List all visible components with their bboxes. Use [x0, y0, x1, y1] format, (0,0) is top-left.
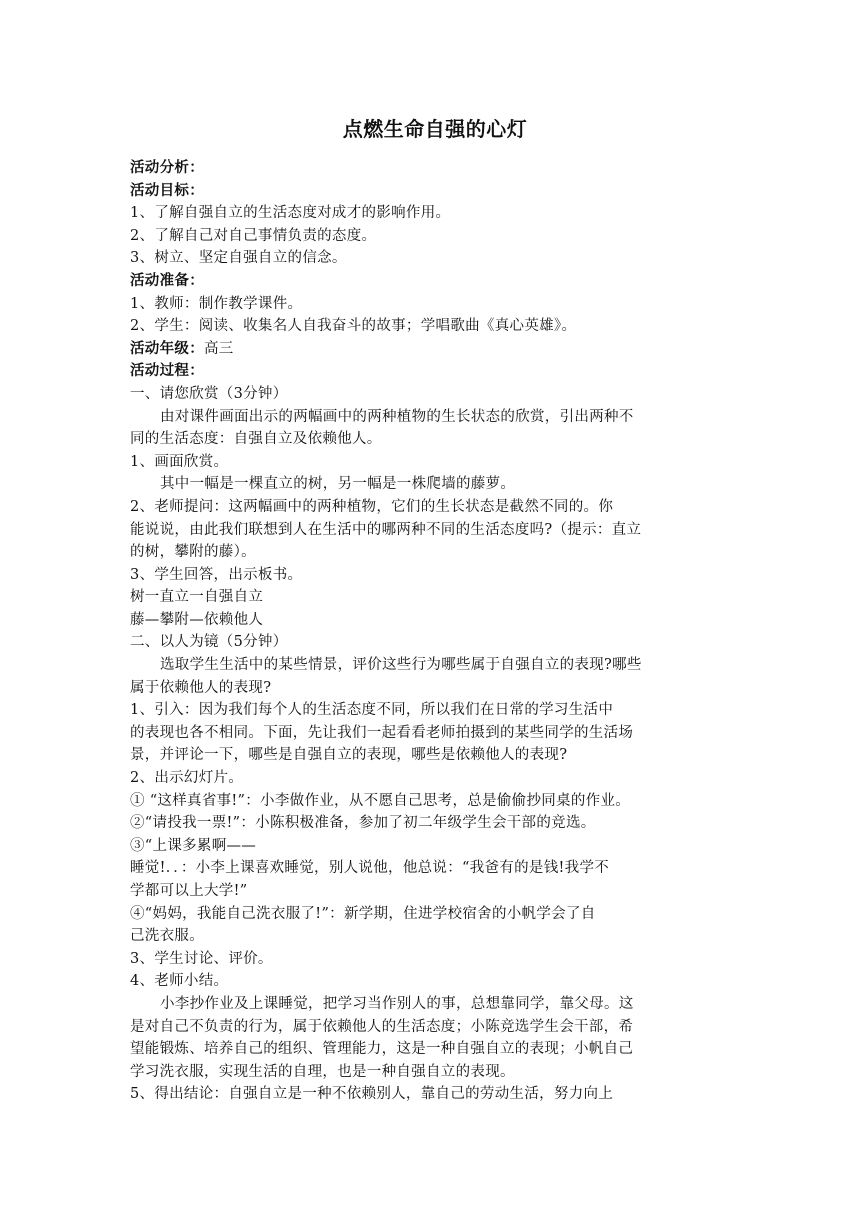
process-body [130, 383, 740, 1106]
paragraph-line: 2、出示幻灯片。 [130, 770, 244, 787]
prep-heading: 活动准备： [130, 272, 204, 289]
paragraph-line: 其中一幅是一棵直立的树，另一幅是一株爬墙的藤萝。 [160, 476, 516, 493]
goals-heading: 活动目标： [130, 182, 204, 199]
paragraph-line: ③“上课多累啊—— [130, 837, 257, 854]
paragraph-line: 望能锻炼、培养自己的组织、管理能力，这是一种自强自立的表现；小帆自己 [130, 1041, 634, 1058]
paragraph-line: 2、老师提问：这两幅画中的两种植物，它们的生长状态是截然不同的。你 [130, 498, 614, 515]
grade-label: 活动年级： [130, 340, 204, 357]
paragraph-line: 由对课件画面出示的两幅画中的两种植物的生长状态的欣赏，引出两种不 [160, 408, 634, 425]
goal-item: 1、了解自强自立的生活态度对成才的影响作用。 [130, 205, 451, 222]
paragraph-line: 同的生活态度：自强自立及依赖他人。 [130, 431, 382, 448]
grade-value: 高三 [204, 340, 234, 357]
paragraph-line: 1、引入：因为我们每个人的生活态度不同，所以我们在日常的学习生活中 [130, 702, 614, 719]
paragraph-line: 树一直立一自强自立 [130, 589, 264, 606]
process-heading: 活动过程： [130, 363, 204, 380]
paragraph-line: 4、老师小结。 [130, 973, 229, 990]
paragraph-line: 1、画面欣赏。 [130, 453, 229, 470]
document-title: 点燃生命自强的心灯 [342, 117, 528, 141]
document-page [130, 113, 740, 1106]
paragraph-line: 3、学生讨论、评价。 [130, 950, 273, 967]
paragraph-line: 3、学生回答，出示板书。 [130, 566, 303, 583]
paragraph-line: 己洗衣服。 [130, 928, 204, 945]
paragraph-line: 能说说，由此我们联想到人在生活中的哪两种不同的生活态度吗?（提示：直立 [130, 521, 642, 538]
paragraph-line: 选取学生生活中的某些情景，评价这些行为哪些属于自强自立的表现?哪些 [160, 657, 642, 674]
paragraph-line: 的表现也各不相同。下面，先让我们一起看看老师拍摄到的某些同学的生活场 [130, 724, 634, 741]
paragraph-line: ④“妈妈，我能自己洗衣服了!”：新学期，住进学校宿舍的小帆学会了自 [130, 905, 596, 922]
goal-item: 3、树立、坚定自强自立的信念。 [130, 250, 347, 267]
paragraph-line: 的树，攀附的藤）。 [130, 544, 256, 561]
paragraph-line: 景，并评论一下，哪些是自强自立的表现，哪些是依赖他人的表现? [130, 747, 568, 764]
paragraph-line: 是对自己不负责的行为，属于依赖他人的生活态度；小陈竞选学生会干部，希 [130, 1018, 634, 1035]
goal-item: 2、了解自己对自己事情负责的态度。 [130, 227, 377, 244]
paragraph-line: 5、得出结论：自强自立是一种不依赖别人，靠自己的劳动生活，努力向上 [130, 1086, 614, 1103]
paragraph-line: 学都可以上大学!” [130, 883, 248, 899]
paragraph-line: ②“请投我一票!”：小陈积极准备，参加了初二年级学生会干部的竞选。 [130, 815, 596, 832]
prep-item: 1、教师：制作教学课件。 [130, 295, 303, 312]
grade-line [130, 338, 740, 361]
paragraph-line: 藤—攀附—依赖他人 [130, 611, 264, 628]
paragraph-line: 属于依赖他人的表现? [130, 679, 272, 696]
analysis-heading: 活动分析： [130, 160, 204, 176]
paragraph-line: 二、以人为镜（5分钟） [130, 634, 288, 651]
paragraph-line: 睡觉!．．：小李上课喜欢睡觉，别人说他，他总说：“我爸有的是钱!我学不 [130, 860, 610, 877]
paragraph-line: 学习洗衣服，实现生活的自理，也是一种自强自立的表现。 [130, 1063, 515, 1080]
paragraph-line: 一、请您欣赏（3分钟） [130, 385, 288, 402]
prep-item: 2、学生：阅读、收集名人自我奋斗的故事；学唱歌曲《真心英雄》。 [130, 318, 577, 335]
paragraph-line: ① “这样真省事!”：小李做作业，从不愿自己思考，总是偷偷抄同桌的作业。 [130, 792, 631, 809]
paragraph-line: 小李抄作业及上课睡觉，把学习当作别人的事，总想靠同学，靠父母。这 [160, 995, 634, 1012]
